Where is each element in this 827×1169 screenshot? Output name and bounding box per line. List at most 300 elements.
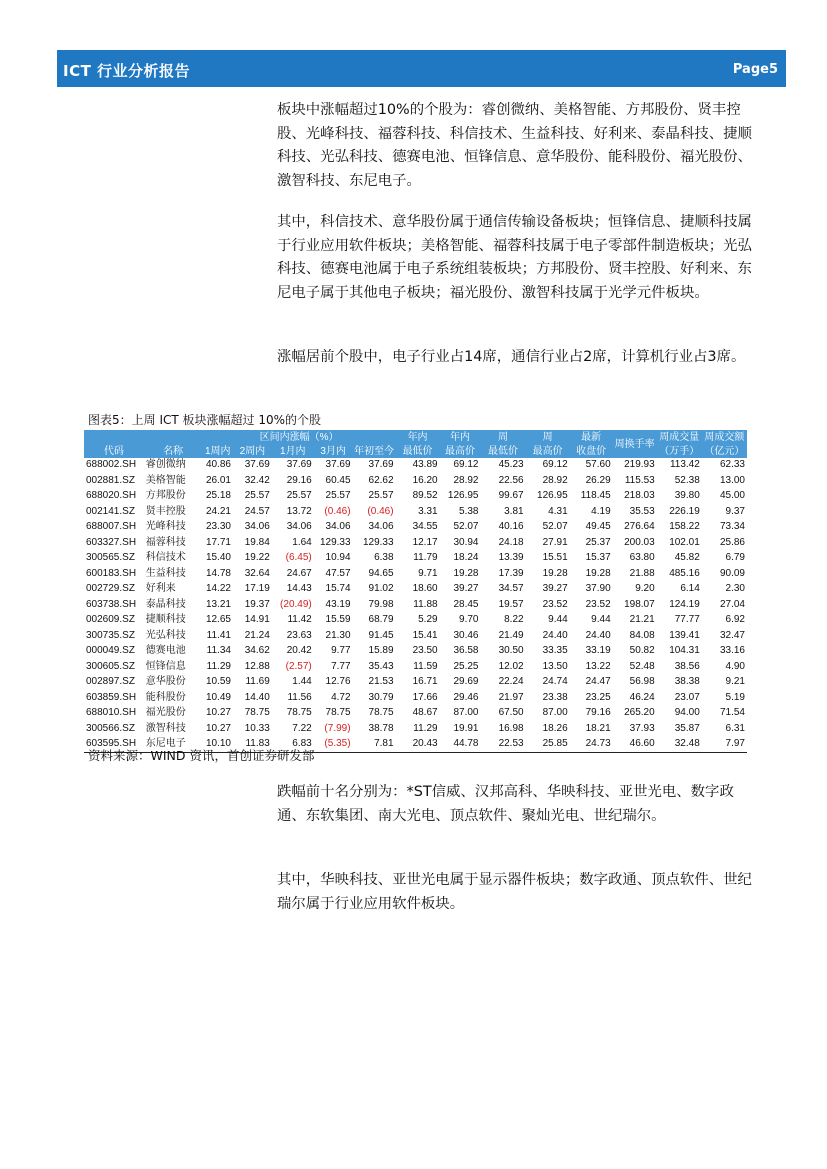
value-cell: 27.91 — [542, 536, 568, 548]
value-cell: 11.83 — [245, 738, 270, 749]
report-title: ICT 行业分析报告 — [63, 62, 191, 80]
value-cell: 19.37 — [244, 598, 270, 610]
stock-name-cell: 福光股份 — [145, 707, 186, 718]
value-cell: 34.06 — [244, 521, 270, 532]
stock-name-cell: 捷顺科技 — [145, 614, 186, 625]
value-cell: 18.21 — [585, 722, 611, 734]
header-year-low: 最低价 — [396, 444, 440, 458]
value-cell: 6.92 — [725, 614, 745, 625]
value-cell: 19.28 — [585, 567, 611, 579]
value-cell: 21.49 — [498, 629, 524, 641]
value-cell: 115.53 — [624, 474, 655, 486]
value-cell: 52.48 — [629, 660, 655, 672]
value-cell: 6.38 — [374, 552, 394, 563]
value-cell: 35.87 — [674, 722, 700, 734]
value-cell: 7.97 — [725, 738, 745, 749]
value-cell: 78.75 — [325, 707, 351, 718]
value-cell: 29.69 — [453, 676, 479, 687]
value-cell: 34.06 — [286, 521, 312, 532]
stock-name-cell: 光峰科技 — [145, 521, 186, 532]
gainers-table-body — [84, 458, 747, 752]
value-cell: 3.31 — [418, 505, 438, 517]
value-cell: 24.40 — [542, 629, 568, 641]
value-cell: 24.74 — [542, 676, 568, 687]
value-cell: 25.57 — [286, 490, 312, 501]
value-cell: 24.40 — [585, 629, 611, 641]
value-cell: 10.94 — [325, 552, 351, 563]
stock-code-cell: 600183.SH — [86, 567, 137, 579]
header-year-high-top: 年内 — [440, 430, 481, 444]
stock-code-cell: 603327.SH — [86, 536, 137, 548]
stock-name-cell: 生益科技 — [145, 567, 186, 579]
value-cell: 4.31 — [548, 505, 568, 517]
stock-name-cell: 贤丰控股 — [145, 505, 186, 517]
value-cell: 47.57 — [325, 567, 351, 579]
value-cell: 124.19 — [669, 598, 700, 610]
value-cell: 32.48 — [674, 738, 700, 749]
value-cell: 22.53 — [498, 738, 524, 749]
value-cell: 45.00 — [719, 490, 745, 501]
value-cell: 1.44 — [292, 676, 312, 687]
value-cell: 12.76 — [325, 676, 351, 687]
table-row — [84, 613, 747, 629]
value-cell: 9.70 — [459, 614, 479, 625]
header-week-low-top: 周 — [481, 430, 526, 444]
value-cell: 9.21 — [725, 676, 745, 687]
value-cell: 25.86 — [719, 536, 745, 548]
value-cell: 5.19 — [725, 691, 745, 703]
value-cell: 99.67 — [498, 490, 524, 501]
header-1w: 1周内 — [203, 444, 233, 458]
value-cell: 16.98 — [498, 722, 524, 734]
value-cell: 48.67 — [412, 707, 438, 718]
value-cell: 113.42 — [669, 459, 700, 470]
value-cell: 32.47 — [719, 629, 745, 641]
report-header-bar — [57, 50, 786, 87]
table-row — [84, 504, 747, 520]
value-cell: 30.46 — [453, 629, 479, 641]
value-cell: 67.50 — [498, 707, 524, 718]
value-cell: 19.84 — [244, 536, 270, 548]
value-cell: 13.72 — [286, 505, 312, 517]
value-cell: 7.77 — [331, 660, 351, 672]
value-cell: 14.22 — [205, 583, 231, 594]
value-cell: 49.45 — [585, 521, 611, 532]
value-cell: 3.81 — [504, 505, 524, 517]
value-cell: 26.01 — [205, 474, 231, 486]
value-cell: 139.41 — [669, 629, 700, 641]
value-cell: 11.69 — [245, 676, 270, 687]
page-number: Page5 — [732, 62, 778, 77]
value-cell: 30.79 — [368, 691, 394, 703]
table-row — [84, 458, 747, 473]
value-cell: 38.78 — [368, 722, 394, 734]
value-cell: 26.29 — [585, 474, 611, 486]
value-cell: 6.83 — [292, 738, 312, 749]
value-cell: 2.30 — [725, 583, 745, 594]
value-cell: 34.06 — [368, 521, 394, 532]
value-cell: 28.45 — [453, 598, 479, 610]
value-cell: 36.58 — [453, 645, 479, 656]
table-row — [84, 535, 747, 551]
value-cell: 104.31 — [669, 645, 700, 656]
value-cell: 118.45 — [580, 490, 611, 501]
table-row — [84, 706, 747, 722]
stock-code-cell: 300565.SZ — [86, 552, 135, 563]
value-cell: 24.57 — [244, 505, 270, 517]
stock-code-cell: 002897.SZ — [86, 676, 135, 687]
header-2w: 2周内 — [233, 444, 272, 458]
value-cell: 60.45 — [325, 474, 351, 486]
value-cell: 40.86 — [205, 459, 231, 470]
value-cell: 71.54 — [719, 707, 745, 718]
table-row — [84, 628, 747, 644]
value-cell: 18.60 — [412, 583, 438, 594]
table-row — [84, 473, 747, 489]
header-close: 收盘价 — [570, 444, 613, 458]
value-cell: 158.22 — [669, 521, 700, 532]
data-source-note: 资料来源：WIND 资讯，首创证券研发部 — [88, 748, 315, 763]
table-row — [84, 582, 747, 598]
value-cell: 35.53 — [629, 505, 655, 517]
value-cell: 23.07 — [674, 691, 700, 703]
value-cell: 23.52 — [585, 598, 611, 610]
value-cell: 77.77 — [674, 614, 700, 625]
value-cell: 8.22 — [504, 614, 524, 625]
value-cell: 15.51 — [542, 552, 568, 563]
value-cell: 15.40 — [205, 552, 231, 563]
header-volume-top: 周成交量 — [657, 430, 702, 444]
stock-code-cell: 603595.SH — [86, 738, 137, 749]
value-cell: 34.55 — [412, 521, 438, 532]
stock-code-cell: 688007.SH — [86, 521, 137, 532]
value-cell: 12.88 — [244, 660, 270, 672]
stock-name-cell: 德赛电池 — [145, 645, 186, 656]
value-cell: 25.37 — [585, 536, 611, 548]
stock-code-cell: 002609.SZ — [86, 614, 135, 625]
value-cell: 69.12 — [453, 459, 479, 470]
value-cell: 485.16 — [669, 567, 700, 579]
value-cell: 11.29 — [206, 660, 231, 672]
value-cell: 34.06 — [325, 521, 351, 532]
header-week-high: 最高价 — [526, 444, 570, 458]
value-cell: 37.90 — [585, 583, 611, 594]
stock-name-cell: 光弘科技 — [145, 629, 186, 641]
value-cell: 50.82 — [629, 645, 655, 656]
value-cell: 19.22 — [244, 552, 270, 563]
value-cell: 19.91 — [453, 722, 479, 734]
stock-name-cell: 泰晶科技 — [145, 598, 186, 610]
value-cell: 21.53 — [368, 676, 394, 687]
value-cell: 40.16 — [498, 521, 524, 532]
value-cell: 13.21 — [205, 598, 231, 610]
stock-code-cell: 688020.SH — [86, 490, 137, 501]
value-cell: 1.64 — [292, 536, 312, 548]
stock-code-cell: 300735.SZ — [86, 629, 135, 641]
value-cell: 90.09 — [719, 567, 745, 579]
paragraph-industry-share: 涨幅居前个股中，电子行业占14席，通信行业占2席，计算机行业占3席。 — [277, 349, 746, 365]
value-cell: 6.31 — [725, 722, 745, 734]
value-cell: 69.12 — [542, 459, 568, 470]
gainers-table — [84, 430, 747, 753]
value-cell: 79.16 — [585, 707, 611, 718]
value-cell: 57.60 — [585, 459, 611, 470]
value-cell: 46.24 — [629, 691, 655, 703]
value-cell: 200.03 — [624, 536, 655, 548]
value-cell: 14.43 — [286, 583, 312, 594]
stock-name-cell: 美格智能 — [145, 474, 186, 486]
value-cell: 21.24 — [244, 629, 270, 641]
value-cell: 6.14 — [680, 583, 700, 594]
value-cell: 19.28 — [453, 567, 479, 579]
value-cell: 4.19 — [591, 505, 611, 517]
value-cell: 29.16 — [286, 474, 312, 486]
value-cell: 79.98 — [368, 598, 394, 610]
value-cell: 21.21 — [629, 614, 655, 625]
value-cell: 10.27 — [205, 707, 231, 718]
value-cell: 24.73 — [585, 738, 611, 749]
value-cell: 10.59 — [205, 676, 231, 687]
header-1m: 1月内 — [272, 444, 314, 458]
value-cell: 22.56 — [498, 474, 524, 486]
value-cell: 7.22 — [292, 722, 312, 734]
value-cell: 68.79 — [368, 614, 394, 625]
value-cell: 226.19 — [669, 505, 700, 517]
value-cell: 34.62 — [244, 645, 270, 656]
value-cell: 4.90 — [725, 660, 745, 672]
value-cell: 11.42 — [287, 614, 312, 625]
value-cell: (2.57) — [285, 660, 312, 672]
table-row — [84, 520, 747, 536]
value-cell: 94.65 — [368, 567, 394, 579]
value-cell: 52.07 — [542, 521, 568, 532]
value-cell: 17.39 — [498, 567, 524, 579]
value-cell: 11.79 — [413, 552, 438, 563]
value-cell: 20.43 — [412, 738, 438, 749]
value-cell: 23.30 — [205, 521, 231, 532]
value-cell: 46.60 — [629, 738, 655, 749]
value-cell: 18.26 — [542, 722, 568, 734]
value-cell: 17.66 — [412, 691, 438, 703]
value-cell: 78.75 — [244, 707, 270, 718]
value-cell: 37.93 — [629, 722, 655, 734]
value-cell: 10.10 — [205, 738, 231, 749]
stock-code-cell: 002881.SZ — [86, 474, 135, 486]
value-cell: 43.89 — [412, 459, 438, 470]
value-cell: 10.49 — [205, 691, 231, 703]
stock-name-cell: 睿创微纳 — [145, 459, 186, 470]
value-cell: 91.45 — [368, 629, 394, 641]
value-cell: 37.69 — [325, 459, 351, 470]
paragraph-loser-sectors: 其中，华映科技、亚世光电属于显示器件板块；数字政通、顶点软件、世纪瑞尔属于行业应用软件板块。 — [277, 872, 752, 912]
table-row — [84, 489, 747, 505]
value-cell: 7.81 — [374, 738, 394, 749]
value-cell: 9.71 — [418, 567, 438, 579]
value-cell: 62.33 — [719, 459, 745, 470]
value-cell: 24.47 — [585, 676, 611, 687]
stock-code-cell: 300566.SZ — [86, 722, 135, 734]
value-cell: 16.71 — [412, 676, 438, 687]
value-cell: (0.46) — [367, 505, 394, 517]
value-cell: 25.57 — [325, 490, 351, 501]
value-cell: 18.24 — [453, 552, 479, 563]
value-cell: 24.67 — [286, 567, 312, 579]
stock-code-cell: 603859.SH — [86, 691, 137, 703]
value-cell: 13.22 — [585, 660, 611, 672]
header-amount: （亿元） — [702, 444, 747, 458]
value-cell: 276.64 — [624, 521, 655, 532]
value-cell: 52.38 — [674, 474, 700, 486]
value-cell: (20.49) — [280, 598, 312, 610]
value-cell: 9.44 — [591, 614, 611, 625]
value-cell: 11.41 — [206, 629, 231, 641]
value-cell: 126.95 — [447, 490, 479, 501]
value-cell: 11.34 — [206, 645, 231, 656]
stock-code-cell: 002729.SZ — [86, 583, 135, 594]
value-cell: 62.62 — [368, 474, 394, 486]
value-cell: (5.35) — [324, 738, 351, 749]
header-volume: （万手） — [657, 444, 702, 458]
value-cell: 37.69 — [286, 459, 312, 470]
value-cell: 13.00 — [719, 474, 745, 486]
table-row — [84, 721, 747, 737]
value-cell: 44.78 — [453, 738, 479, 749]
value-cell: 21.97 — [498, 691, 524, 703]
value-cell: 25.57 — [368, 490, 394, 501]
value-cell: 5.38 — [459, 505, 479, 517]
stock-code-cell: 000049.SZ — [86, 645, 135, 656]
value-cell: 33.19 — [585, 645, 611, 656]
header-year-high: 最高价 — [440, 444, 481, 458]
value-cell: 87.00 — [453, 707, 479, 718]
value-cell: 38.56 — [674, 660, 700, 672]
table-caption: 图表5：上周 ICT 板块涨幅超过 10%的个股 — [88, 413, 321, 427]
value-cell: 14.40 — [244, 691, 270, 703]
header-turnover: 周换手率 — [613, 430, 657, 458]
paragraph-top-gainers: 板块中涨幅超过10%的个股为：睿创微纳、美格智能、方邦股份、贤丰控股、光峰科技、福蓉科技、科信技术、生益科技、好利来、泰晶科技、捷顺科技、光弘科技、德赛电池、恒锋信息、意华股份、能科股份、福光股份、激智科技、东尼电子。 — [277, 102, 752, 189]
stock-code-cell: 002141.SZ — [86, 505, 135, 517]
value-cell: 9.20 — [635, 583, 655, 594]
stock-name-cell: 激智科技 — [145, 722, 186, 734]
value-cell: 218.03 — [624, 490, 655, 501]
value-cell: 10.33 — [244, 722, 270, 734]
value-cell: 32.64 — [244, 567, 270, 579]
stock-code-cell: 688002.SH — [86, 459, 137, 470]
stock-name-cell: 福蓉科技 — [145, 536, 186, 548]
header-week-high-top: 周 — [526, 430, 570, 444]
value-cell: 23.38 — [542, 691, 568, 703]
value-cell: 30.94 — [453, 536, 479, 548]
value-cell: 14.91 — [244, 614, 270, 625]
table-row — [84, 675, 747, 691]
value-cell: 87.00 — [542, 707, 568, 718]
value-cell: 27.04 — [719, 598, 745, 610]
value-cell: 13.39 — [498, 552, 524, 563]
value-cell: 20.42 — [286, 645, 312, 656]
value-cell: 38.38 — [674, 676, 700, 687]
value-cell: 21.30 — [325, 629, 351, 641]
value-cell: 39.80 — [674, 490, 700, 501]
stock-name-cell: 科信技术 — [145, 552, 186, 563]
header-ytd: 年初至今 — [354, 445, 395, 457]
value-cell: 45.82 — [674, 552, 700, 563]
value-cell: 25.57 — [244, 490, 270, 501]
value-cell: 34.57 — [498, 583, 524, 594]
value-cell: 24.21 — [205, 505, 231, 517]
value-cell: 15.59 — [325, 614, 351, 625]
value-cell: 63.80 — [629, 552, 655, 563]
header-week-low: 最低价 — [481, 444, 526, 458]
value-cell: 126.95 — [537, 490, 568, 501]
table-row — [84, 690, 747, 706]
table-row — [84, 551, 747, 567]
value-cell: 9.37 — [725, 505, 745, 517]
stock-name-cell: 能科股份 — [145, 691, 186, 703]
value-cell: 78.75 — [368, 707, 394, 718]
value-cell: 11.88 — [413, 598, 438, 610]
value-cell: 94.00 — [674, 707, 700, 718]
table-row — [84, 659, 747, 675]
value-cell: 10.27 — [205, 722, 231, 734]
value-cell: 39.27 — [453, 583, 479, 594]
value-cell: 19.57 — [498, 598, 524, 610]
value-cell: 12.17 — [412, 536, 438, 548]
value-cell: 91.02 — [368, 583, 394, 594]
value-cell: 198.07 — [624, 598, 655, 610]
value-cell: 21.88 — [629, 567, 655, 579]
value-cell: 33.16 — [719, 645, 745, 656]
value-cell: 15.74 — [325, 583, 351, 594]
value-cell: 22.24 — [498, 676, 524, 687]
stock-code-cell: 300605.SZ — [86, 660, 135, 672]
stock-name-cell: 方邦股份 — [145, 490, 186, 501]
stock-name-cell: 意华股份 — [145, 676, 186, 687]
header-amount-top: 周成交额 — [702, 430, 747, 444]
value-cell: 12.65 — [205, 614, 231, 625]
table-row — [84, 597, 747, 613]
value-cell: 43.19 — [325, 598, 351, 610]
value-cell: 102.01 — [669, 536, 700, 548]
value-cell: 12.02 — [498, 660, 524, 672]
stock-name-cell: 恒锋信息 — [145, 660, 186, 672]
value-cell: 28.92 — [542, 474, 568, 486]
value-cell: 28.92 — [453, 474, 479, 486]
value-cell: 30.50 — [498, 645, 524, 656]
header-year-low-top: 年内 — [396, 430, 440, 444]
value-cell: 39.27 — [542, 583, 568, 594]
header-range-change: 区间内涨幅（%） — [203, 430, 396, 444]
value-cell: 25.85 — [542, 738, 568, 749]
value-cell: 23.63 — [286, 629, 312, 641]
value-cell: 23.50 — [412, 645, 438, 656]
value-cell: (0.46) — [324, 505, 351, 517]
value-cell: 33.35 — [542, 645, 568, 656]
value-cell: 45.23 — [498, 459, 524, 470]
value-cell: 9.44 — [548, 614, 568, 625]
stock-code-cell: 688010.SH — [86, 707, 137, 718]
value-cell: 15.37 — [585, 552, 611, 563]
header-code: 代码 — [84, 444, 144, 458]
value-cell: 11.56 — [287, 691, 312, 703]
value-cell: 19.28 — [542, 567, 568, 579]
value-cell: 25.25 — [453, 660, 479, 672]
table-row — [84, 566, 747, 582]
value-cell: 24.18 — [498, 536, 524, 548]
value-cell: 56.98 — [629, 676, 655, 687]
value-cell: 265.20 — [624, 707, 655, 718]
header-name: 名称 — [144, 444, 203, 458]
value-cell: 11.59 — [413, 660, 438, 672]
